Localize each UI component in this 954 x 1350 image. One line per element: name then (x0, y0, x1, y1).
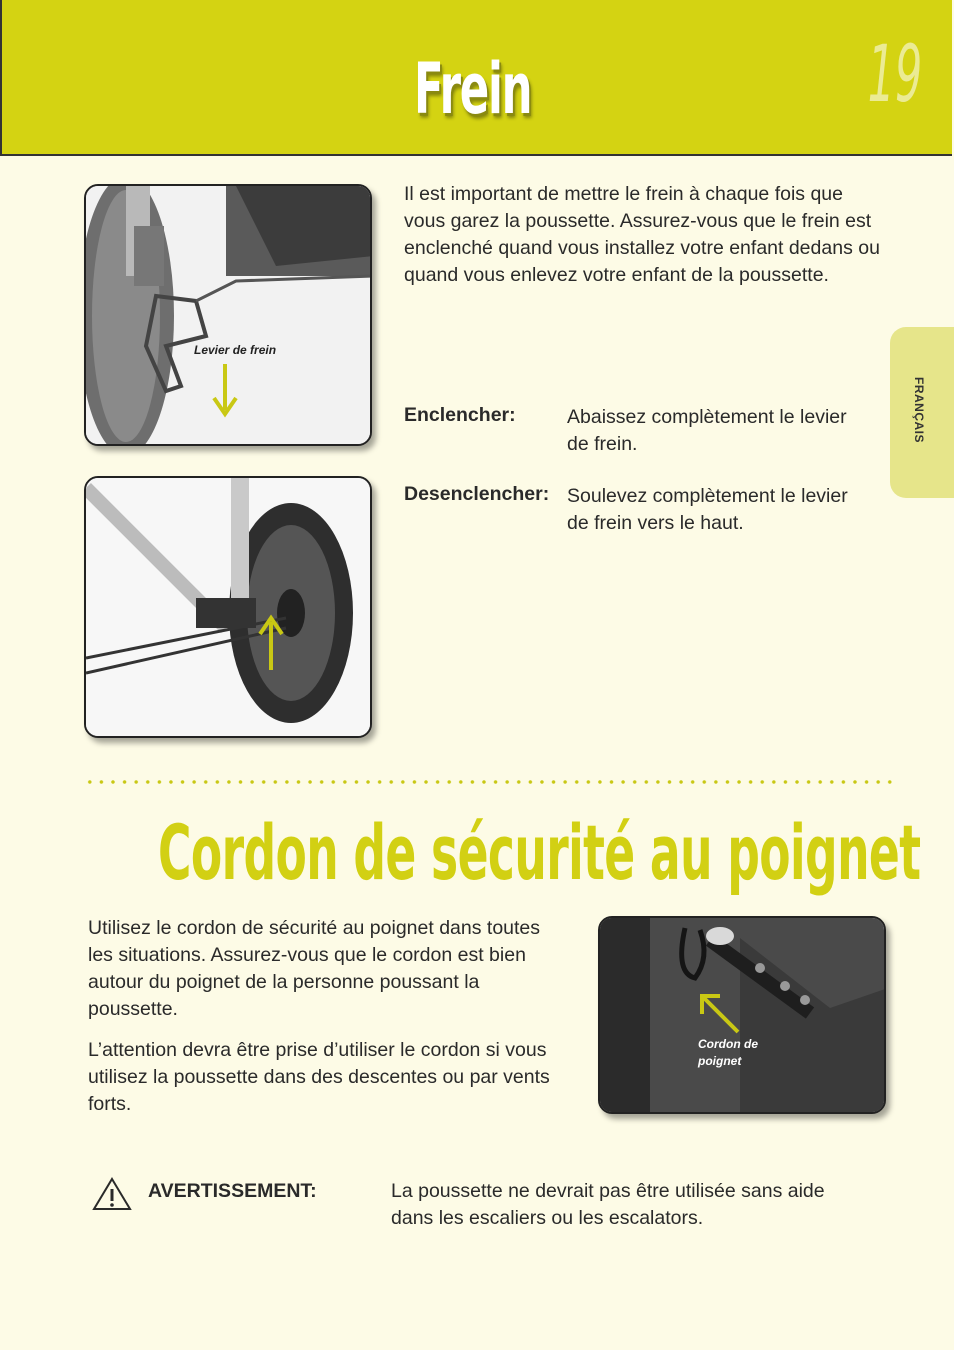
section-divider (84, 780, 894, 784)
warning-text: La poussette ne devrait pas être utilisée sans aide dans les escaliers ou les escalators. (391, 1180, 825, 1229)
section-title-wrist-strap: Cordon de sécurité au poignet (158, 808, 921, 897)
warning-label: AVERTISSEMENT: (148, 1180, 317, 1202)
release-label: Desenclencher: (404, 483, 550, 505)
wrist-strap-caption (698, 1036, 758, 1070)
language-tab-label: FRANÇAIS (912, 377, 926, 443)
engage-text: Abaissez complètement le levier de frein. (567, 406, 847, 455)
warning-icon (92, 1176, 132, 1212)
wrist-strap-illustration (600, 918, 886, 1114)
page-number: 19 (867, 30, 922, 120)
brake-lever-caption: Levier de frein (194, 343, 277, 357)
wrist-strap-caption-line2: poignet (698, 1054, 742, 1068)
arrow-up-icon (256, 614, 286, 672)
arrow-diagonal-icon (698, 992, 742, 1036)
strap-paragraph-2: L’attention devra être prise d’utiliser le cordon si vous utilisez la poussette dans des descentes ou par vents forts. (88, 1039, 550, 1115)
engage-label: Enclencher: (404, 404, 516, 426)
wrist-strap-photo (598, 916, 886, 1114)
brake-intro-text: Il est important de mettre le frein à chaque fois que vous garez la poussette. Assurez-vous que le frein est enclenché quand vous installez votre enfant dedans ou quand vous enlevez votre enfant de la poussette. (404, 183, 880, 286)
brake-lever-photo (84, 184, 372, 446)
brake-wheel-illustration (86, 478, 372, 738)
brake-wheel-photo (84, 476, 372, 738)
page-header (0, 0, 952, 156)
wrist-strap-caption-line1: Cordon de (698, 1037, 758, 1051)
language-tab (890, 327, 954, 498)
section-title-brake: Frein (414, 48, 532, 130)
arrow-down-icon (210, 364, 240, 418)
release-text: Soulevez complètement le levier de frein vers le haut. (567, 485, 848, 534)
strap-paragraph-1: Utilisez le cordon de sécurité au poignet dans toutes les situations. Assurez-vous que le cordon est bien autour du poignet de la personne poussant la poussette. (88, 917, 541, 1020)
